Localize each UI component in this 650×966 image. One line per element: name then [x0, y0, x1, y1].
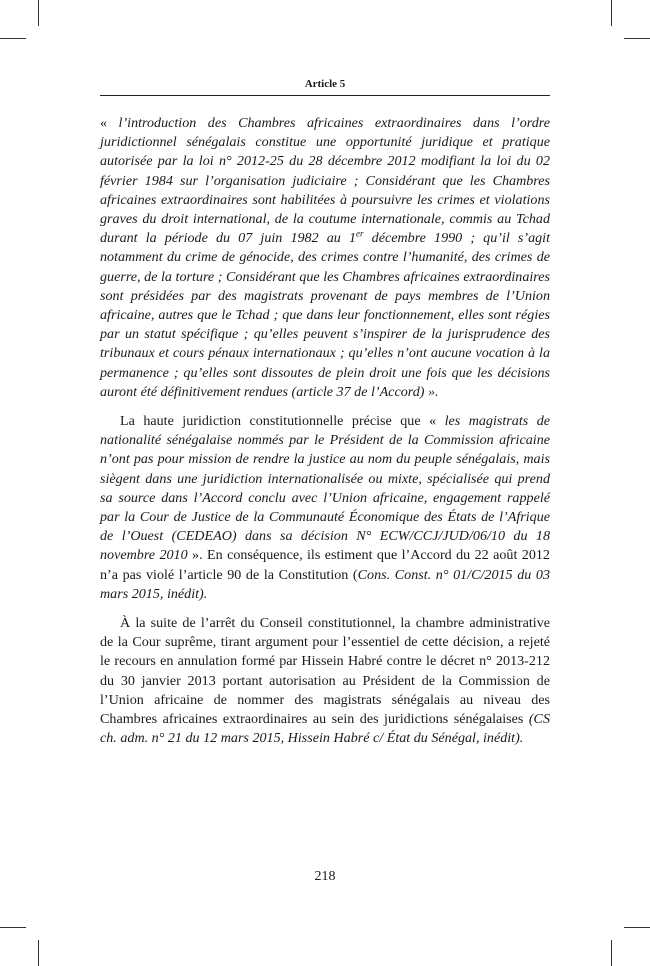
page-number: 218 [314, 869, 336, 884]
paragraph-3-text: À la suite de l’arrêt du Conseil constitutionnel, la chambre administrative de la Cour suprême, tirant argument pour l’essentiel de cette décision, a rejeté le recours en annulation formé par Hissein Habré contre le décret n° 2013-212 du 30 janvier 2013 portant autorisation au Président de la Commission de l’Union africaine de nommer des magistrats sénégalais au niveau des Chambres africaines extraordinaires au sein des juridictions sénégalaises [100, 615, 550, 728]
paragraph-1 [100, 114, 550, 402]
paragraph-3 [100, 614, 550, 748]
paragraph-3-citation: (CS ch. adm. n° 21 du 12 mars 2015, Hissein Habré c/ État du Sénégal, inédit). [100, 711, 550, 747]
paragraph-1-quote-continued: décembre 1990 ; qu’il s’agit notamment du crime de génocide, des crimes contre l’humanité, des crimes de guerre, de la torture ; Considérant que les Chambres africaines extraordinaires sont présidées par des magistrats provenant de pays membres de l’Union africaine, autres que le Tchad ; que dans leur fonctionnement, elles sont régies par un statut spécifique ; qu’elles peuvent s’inspirer de la jurisprudence des tribunaux et cours pénaux internationaux ; qu’elles n’ont aucune vocation à la permanence ; qu’elles sont dissoutes de plein droit une fois que les décisions auront été définitivement rendues (article 37 de l’Accord) ». [100, 230, 550, 400]
crop-mark [624, 927, 650, 928]
running-header: Article 5 [304, 78, 346, 90]
crop-mark [624, 38, 650, 39]
paragraph-1-open-quote: « [100, 115, 119, 131]
paragraph-2-intro: La haute juridiction constitutionnelle précise que « [120, 413, 445, 430]
header-rule [100, 95, 550, 96]
crop-mark [38, 940, 39, 966]
paragraph-2-conclusion: ». En conséquence, ils estiment que l’Accord du 22 août 2012 n’a pas violé l’article 90 de la Constitution ( [100, 547, 550, 583]
paragraph-2-citation: Cons. Const. n° 01/C/2015 du 03 mars 2015, inédit). [100, 566, 551, 602]
crop-mark [38, 0, 39, 26]
paragraph-2-quote: les magistrats de nationalité sénégalaise nommés par le Président de la Commission africaine n’ont pas pour mission de rendre la justice au nom du peuple sénégalais, mais siègent dans une juridiction internationalisée ou mixte, spécialisée qui prend sa source dans l’Accord conclu avec l’Union africaine, engagement rappelé par la Cour de Justice de la Communauté Économique des États de l’Afrique de l’Ouest (CEDEAO) dans sa décision N° ECW/CCJ/JUD/06/10 du 18 novembre 2010 [100, 413, 550, 564]
crop-mark [611, 940, 612, 966]
crop-mark [611, 0, 612, 26]
crop-mark [0, 38, 26, 39]
body-text [100, 114, 550, 759]
ordinal-superscript: er [356, 228, 364, 239]
paragraph-2 [100, 412, 550, 604]
paragraph-1-quote: l’introduction des Chambres africaines extraordinaires dans l’ordre juridictionnel sénégalais constitue une opportunité juridique et pratique autorisée par la loi n° 2012-25 du 28 décembre 2012 modifiant la loi du 02 février 1984 sur l’organisation judiciaire ; Considérant que les Chambres africaines extraordinaires sont habilitées à poursuivre les crimes et violations graves du droit international, de la coutume internationale, commis au Tchad durant la période du 07 juin 1982 au 1 [100, 115, 550, 247]
crop-mark [0, 927, 26, 928]
